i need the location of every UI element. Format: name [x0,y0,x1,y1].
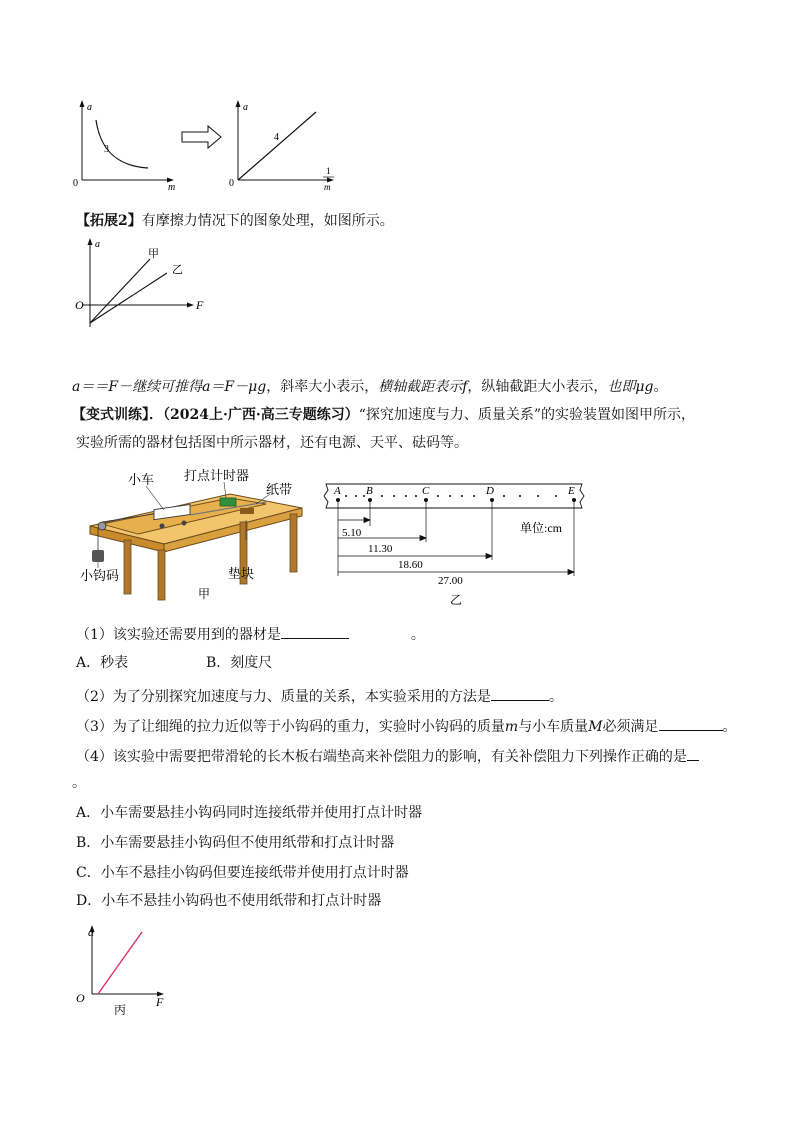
answer-blank[interactable] [491,686,549,701]
extension-tag: 【拓展2】 [76,213,142,229]
axis-label-a: a [95,239,100,250]
question-4-option-d: D．小车不悬挂小钩码也不使用纸带和打点计时器 [76,893,382,909]
data-line [98,932,142,994]
question-1-end: 。 [410,627,425,643]
point-D [490,498,494,502]
table-leg [124,540,131,594]
graph-a-vs-m [70,98,185,193]
pulley [98,522,106,530]
answer-blank[interactable] [687,746,699,761]
exercise-text-2: 实验所需的器材包括图中所示器材，还有电源、天平、砝码等。 [76,435,468,451]
caption-bing: 丙 [114,1003,127,1017]
line-yi [90,273,167,323]
unit-label: 单位:cm [520,521,562,535]
formula-part: ，纵轴截距大小表示， [467,379,608,395]
formula-part: ，斜率大小表示， [266,379,379,395]
extension-text: 有摩擦力情况下的图象处理，如图所示。 [141,213,394,229]
question-1-option-b: B．刻度尺 [206,655,273,671]
question-4-option-a: A．小车需要悬挂小钩码同时连接纸带并使用打点计时器 [76,805,423,821]
formula-line [72,378,667,396]
point-E [572,498,576,502]
leader-line [146,486,164,510]
dist-AB: 5.10 [342,527,362,539]
y-arrow [236,100,241,107]
axis-label-a: a [88,925,94,939]
formula-part: ＝F－继续可推得a＝F－μg [94,379,267,395]
transform-arrow-icon [180,124,224,150]
proportional-line [238,112,316,180]
point-label-E: E [568,485,575,497]
apparatus-figure [80,468,310,608]
question-1 [76,624,425,644]
line-label-yi: 乙 [172,264,183,276]
hook-weight [92,550,104,562]
formula-part: 也即μg [607,379,654,395]
origin-label: 0 [229,178,234,189]
symbol-m: m [504,719,519,735]
x-arrow [187,303,194,308]
axis-label-inverse-m-num: 1 [326,166,331,176]
question-1-text: （1）该实验还需要用到的器材是 [76,627,281,643]
answer-blank[interactable] [659,716,723,731]
formula-part: a＝ [72,379,95,395]
table-leg [290,514,297,572]
origin-label: O [75,298,84,312]
question-3 [76,716,737,736]
dist-AC: 11.30 [368,543,393,555]
axis-label-a: a [87,102,92,113]
question-2-end: 。 [548,689,563,705]
car-wheel [182,521,187,526]
dist-AD: 18.60 [398,559,423,571]
answer-blank[interactable] [281,624,349,639]
point-label-C: C [422,485,430,497]
wedge-block [240,508,254,514]
point-label-D: D [486,485,494,497]
question-3-end: 。 [722,719,737,735]
label-car: 小车 [128,472,155,487]
curve-label: 3 [104,144,109,155]
dist-AE: 27.00 [438,575,463,587]
point-label-B: B [366,485,373,497]
question-4-option-b: B．小车需要悬挂小钩码但不使用纸带和打点计时器 [76,835,395,851]
label-timer: 打点计时器 [184,468,250,483]
question-3-text: 与小车质量 [518,719,589,735]
question-4-text: （4）该实验中需要把带滑轮的长木板右端垫高来补偿阻力的影响，有关补偿阻力下列操作正确的是 [76,749,687,765]
point-B [368,498,372,502]
axis-label-F: F [156,995,164,1009]
axis-label-F: F [196,298,204,312]
line-label-jia: 甲 [148,248,159,260]
line-jia [90,259,150,323]
label-tape: 纸带 [266,482,293,497]
point-label-A: A [334,485,341,497]
axis-label-m: m [168,182,176,193]
question-4 [76,746,699,766]
table-leg [158,550,165,600]
graph-friction-a-vs-F [72,235,212,330]
point-A [336,498,340,502]
point-C [424,498,428,502]
car-wheel [160,524,165,529]
question-4-option-c: C．小车不悬挂小钩码但要连接纸带并使用打点计时器 [76,865,409,881]
label-weight: 小钩码 [80,568,120,583]
label-block: 垫块 [228,566,255,581]
exercise-text-1: “探究加速度与力、质量关系”的实验装置如图甲所示， [358,407,696,423]
paper-tape-figure [320,480,590,610]
graph-a-vs-inverse-m [226,98,346,194]
y-arrow [88,238,93,245]
extension-2-line [76,212,394,230]
caption-yi: 乙 [450,593,463,607]
exercise-header [72,406,695,424]
question-3-text: 必须满足 [602,719,659,735]
exercise-tag: 【变式训练】．（2024上·广西·高三专题练习） [72,407,359,423]
origin-label: 0 [73,178,78,189]
axis-label-a: a [243,102,248,113]
caption-jia: 甲 [198,587,211,601]
y-arrow [80,100,85,107]
formula-part: 。 [653,379,668,395]
question-1-option-a: A．秒表 [76,655,129,671]
curve-label: 4 [274,132,279,143]
question-2 [76,686,563,706]
formula-part: 横轴截距表示f [378,379,468,395]
question-2-text: （2）为了分别探究加速度与力、质量的关系，本实验采用的方法是 [76,689,491,705]
question-3-text: （3）为了让细绳的拉力近似等于小钩码的重力，实验时小钩码的质量 [76,719,505,735]
question-4-end: 。 [72,775,86,791]
graph-bing [72,922,182,1022]
axis-label-inverse-m-den: m [324,182,331,192]
origin-label: O [76,991,85,1005]
symbol-M: M [588,719,603,735]
timer [220,498,236,506]
